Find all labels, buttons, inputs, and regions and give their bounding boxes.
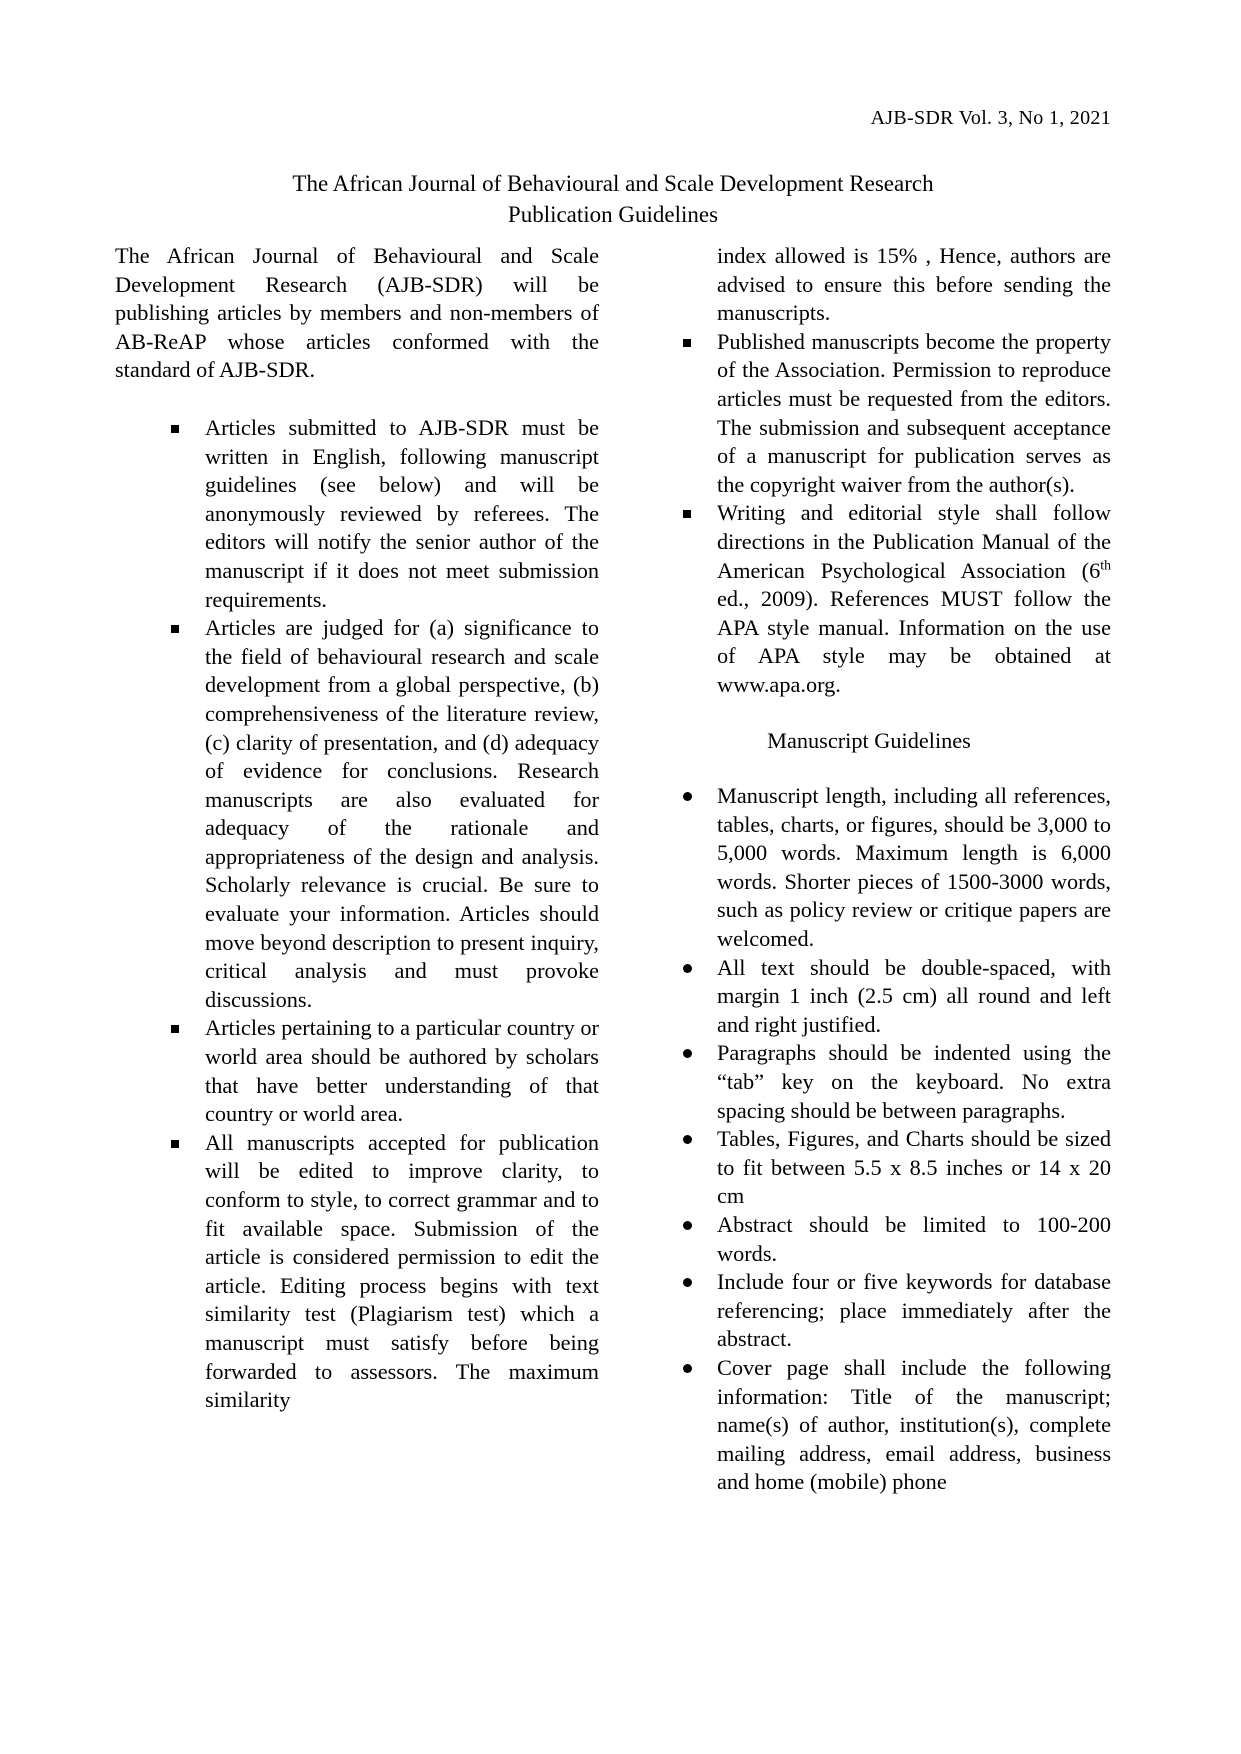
bullet-item xyxy=(627,328,1111,500)
bullet-text: Writing and editorial style shall follow directions in the Publication Manual of the American Psychological Association (6th ed., 2009). References MUST follow the APA style manual. Information on the use of APA style may be obtained at www.apa.org. xyxy=(717,500,1111,697)
intro-paragraph: The African Journal of Behavioural and Scale Development Research (AJB-SDR) will be publishing articles by members and non-members of AB-ReAP whose articles conformed with the standard of AJB-SDR. xyxy=(115,243,599,383)
bullet-item xyxy=(115,414,599,614)
journal-reference: AJB-SDR Vol. 3, No 1, 2021 xyxy=(870,107,1111,129)
round-bullet-icon xyxy=(683,1221,692,1230)
square-bullet-icon xyxy=(171,625,179,633)
bullet-item xyxy=(627,1354,1111,1497)
bullet-item xyxy=(627,1039,1111,1125)
editorial-rules-list xyxy=(627,328,1111,700)
bullet-text: Articles submitted to AJB-SDR must be written in English, following manuscript guidelines (see below) and will be anonymously reviewed by referees. The editors will notify the senior author of the manuscript if it does not meet submission requirements. xyxy=(205,414,599,612)
left-column xyxy=(115,242,599,1497)
bullet-text: Articles pertaining to a particular country or world area should be authored by scholars that have better understanding of that country or world area. xyxy=(205,1015,599,1127)
bullet-text: Abstract should be limited to 100-200 words. xyxy=(717,1212,1111,1266)
bullet-item xyxy=(115,614,599,1014)
round-bullet-icon xyxy=(683,1049,692,1058)
bullet-text: Articles are judged for (a) significance to the field of behavioural research and scale development from a global perspective, (b) comprehensiveness of the literature review, (c) clarity of presentation, and (d) adequacy of evidence for conclusions. Research manuscripts are also evaluated for adequacy of the rationale and appropriateness of the design and analysis. Scholarly relevance is crucial. Be sure to evaluate your information. Articles should move beyond description to present inquiry, critical analysis and must provoke discussions. xyxy=(205,615,599,1012)
bullet-text: Manuscript length, including all references, tables, charts, or figures, should be 3,000 to 5,000 words. Maximum length is 6,000 words. Shorter pieces of 1500-3000 words, such as policy review or critique papers are welcomed. xyxy=(717,783,1111,952)
bullet-text: Include four or five keywords for database referencing; place immediately after the abstract. xyxy=(717,1269,1111,1352)
bullet-item xyxy=(627,499,1111,699)
round-bullet-icon xyxy=(683,1278,692,1287)
square-bullet-icon xyxy=(683,339,691,347)
manuscript-guidelines-heading: Manuscript Guidelines xyxy=(767,727,971,753)
document-title: The African Journal of Behavioural and Scale Development Research xyxy=(292,171,934,196)
document-subtitle: Publication Guidelines xyxy=(507,202,719,227)
title-block xyxy=(115,168,1111,230)
bullet-item xyxy=(627,1211,1111,1268)
square-bullet-icon xyxy=(171,1140,179,1148)
bullet-item xyxy=(115,1129,599,1415)
round-bullet-icon xyxy=(683,1364,692,1373)
square-bullet-icon xyxy=(171,425,179,433)
round-bullet-icon xyxy=(683,792,692,801)
square-bullet-icon xyxy=(171,1025,179,1033)
square-bullet-icon xyxy=(683,510,691,518)
bullet-text: Cover page shall include the following information: Title of the manuscript; name(s) of author, institution(s), complete mailing address, email address, business and home (mobile) phone xyxy=(717,1354,1111,1495)
round-bullet-icon xyxy=(683,964,692,973)
continuation-paragraph: index allowed is 15% , Hence, authors are advised to ensure this before sending the manuscripts. xyxy=(717,243,1111,326)
bullet-item xyxy=(627,782,1111,954)
bullet-text: All manuscripts accepted for publication will be edited to improve clarity, to conform to style, to correct grammar and to fit available space. Submission of the article is considered permission to edit the article. Editing process begins with text similarity test (Plagiarism test) which a manuscript must satisfy before being forwarded to assessors. The maximum similarity xyxy=(205,1129,599,1413)
bullet-item xyxy=(627,954,1111,1040)
bullet-item xyxy=(115,1014,599,1128)
submission-rules-list xyxy=(115,414,599,1415)
bullet-item xyxy=(627,1268,1111,1354)
bullet-item xyxy=(627,1125,1111,1211)
two-column-body xyxy=(115,242,1111,1497)
bullet-text: Tables, Figures, and Charts should be sized to fit between 5.5 x 8.5 inches or 14 x 20 cm xyxy=(717,1126,1111,1209)
right-column xyxy=(627,242,1111,1497)
bullet-text: Paragraphs should be indented using the “tab” key on the keyboard. No extra spacing should be between paragraphs. xyxy=(717,1040,1111,1123)
bullet-text: All text should be double-spaced, with margin 1 inch (2.5 cm) all round and left and right justified. xyxy=(717,954,1111,1037)
round-bullet-icon xyxy=(683,1135,692,1144)
manuscript-guidelines-list xyxy=(627,782,1111,1497)
bullet-text: Published manuscripts become the property of the Association. Permission to reproduce articles must be requested from the editors. The submission and subsequent acceptance of a manuscript for publication serves as the copyright waiver from the author(s). xyxy=(717,328,1111,497)
